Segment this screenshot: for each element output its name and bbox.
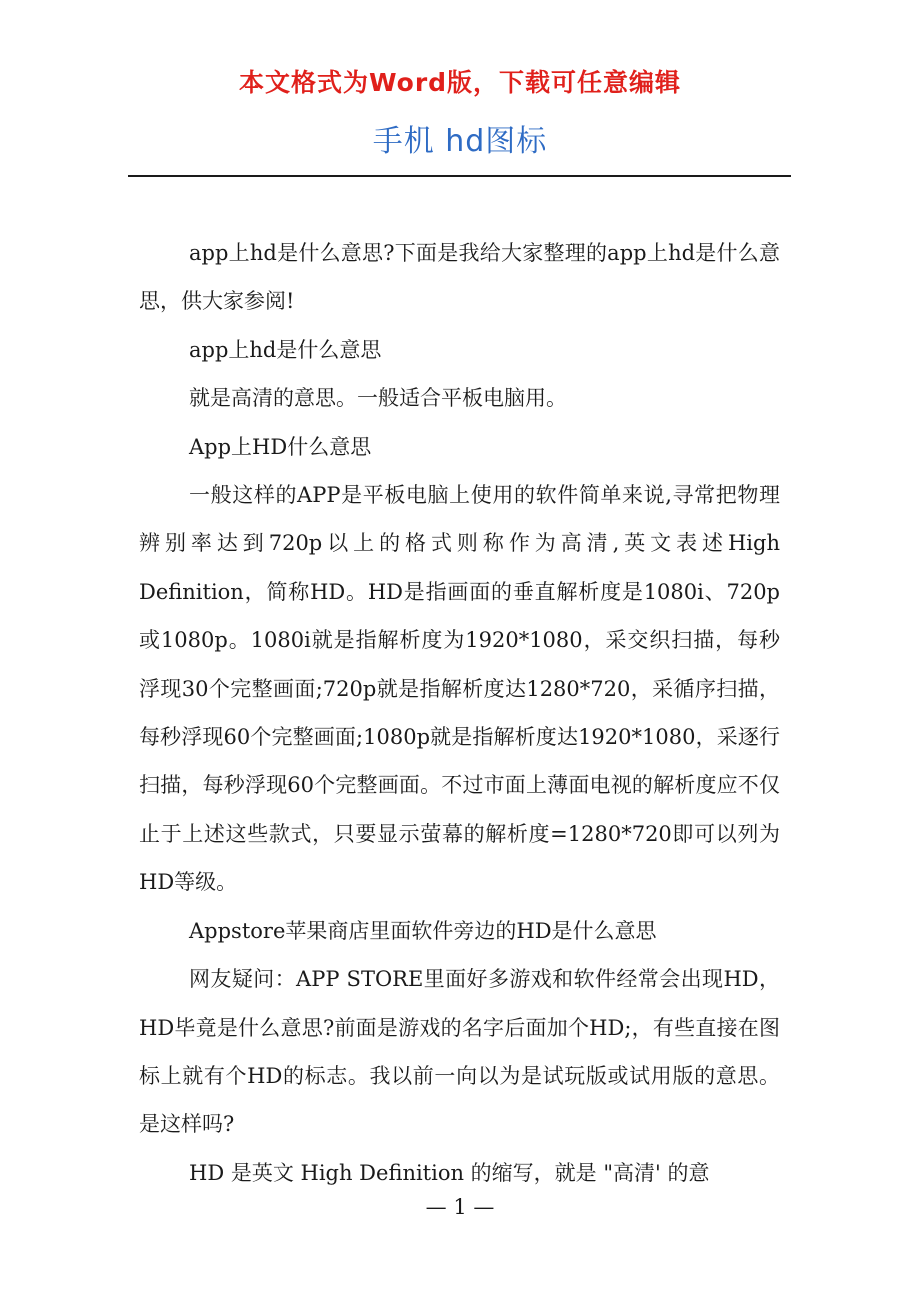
document-body xyxy=(139,229,780,1197)
paragraph: app上hd是什么意思 xyxy=(189,337,382,362)
paragraph: HD 是英文 High Definition 的缩写，就是 "高清' 的意 xyxy=(189,1160,710,1185)
paragraph: 一般这样的APP是平板电脑上使用的软件简单来说,寻常把物理辨别率达到720p以上的格式则称作为高清,英文表述High Definition，简称HD。HD是指画面的垂直解析度是1080i、720p或1080p。1080i就是指解析度为1920*1080，采交织扫描，每秒浮现30个完整画面;720p就是指解析度达1280*720，采循序扫描，每秒浮现60个完整画面;1080p就是指解析度达1920*1080，采逐行扫描，每秒浮现60个完整画面。不过市面上薄面电视的解析度应不仅止于上述这些款式，只要显示萤幕的解析度=1280*720即可以列为HD等级。 xyxy=(139,483,780,895)
paragraph: Appstore苹果商店里面软件旁边的HD是什么意思 xyxy=(189,918,657,943)
document-title: 手机 hd图标 xyxy=(372,124,548,159)
paragraph: 就是高清的意思。一般适合平板电脑用。 xyxy=(189,386,567,411)
download-banner: 本文格式为Word版，下载可任意编辑 xyxy=(238,68,682,97)
title-divider xyxy=(128,175,791,177)
page-number: — 1 — xyxy=(425,1195,495,1219)
paragraph: app上hd是什么意思?下面是我给大家整理的app上hd是什么意思，供大家参阅! xyxy=(139,241,780,314)
paragraph: 网友疑问：APP STORE里面好多游戏和软件经常会出现HD，HD毕竟是什么意思?前面是游戏的名字后面加个HD;，有些直接在图标上就有个HD的标志。我以前一向以为是试玩版或试用版的意思。是这样吗? xyxy=(139,967,780,1137)
paragraph: App上HD什么意思 xyxy=(189,434,372,459)
